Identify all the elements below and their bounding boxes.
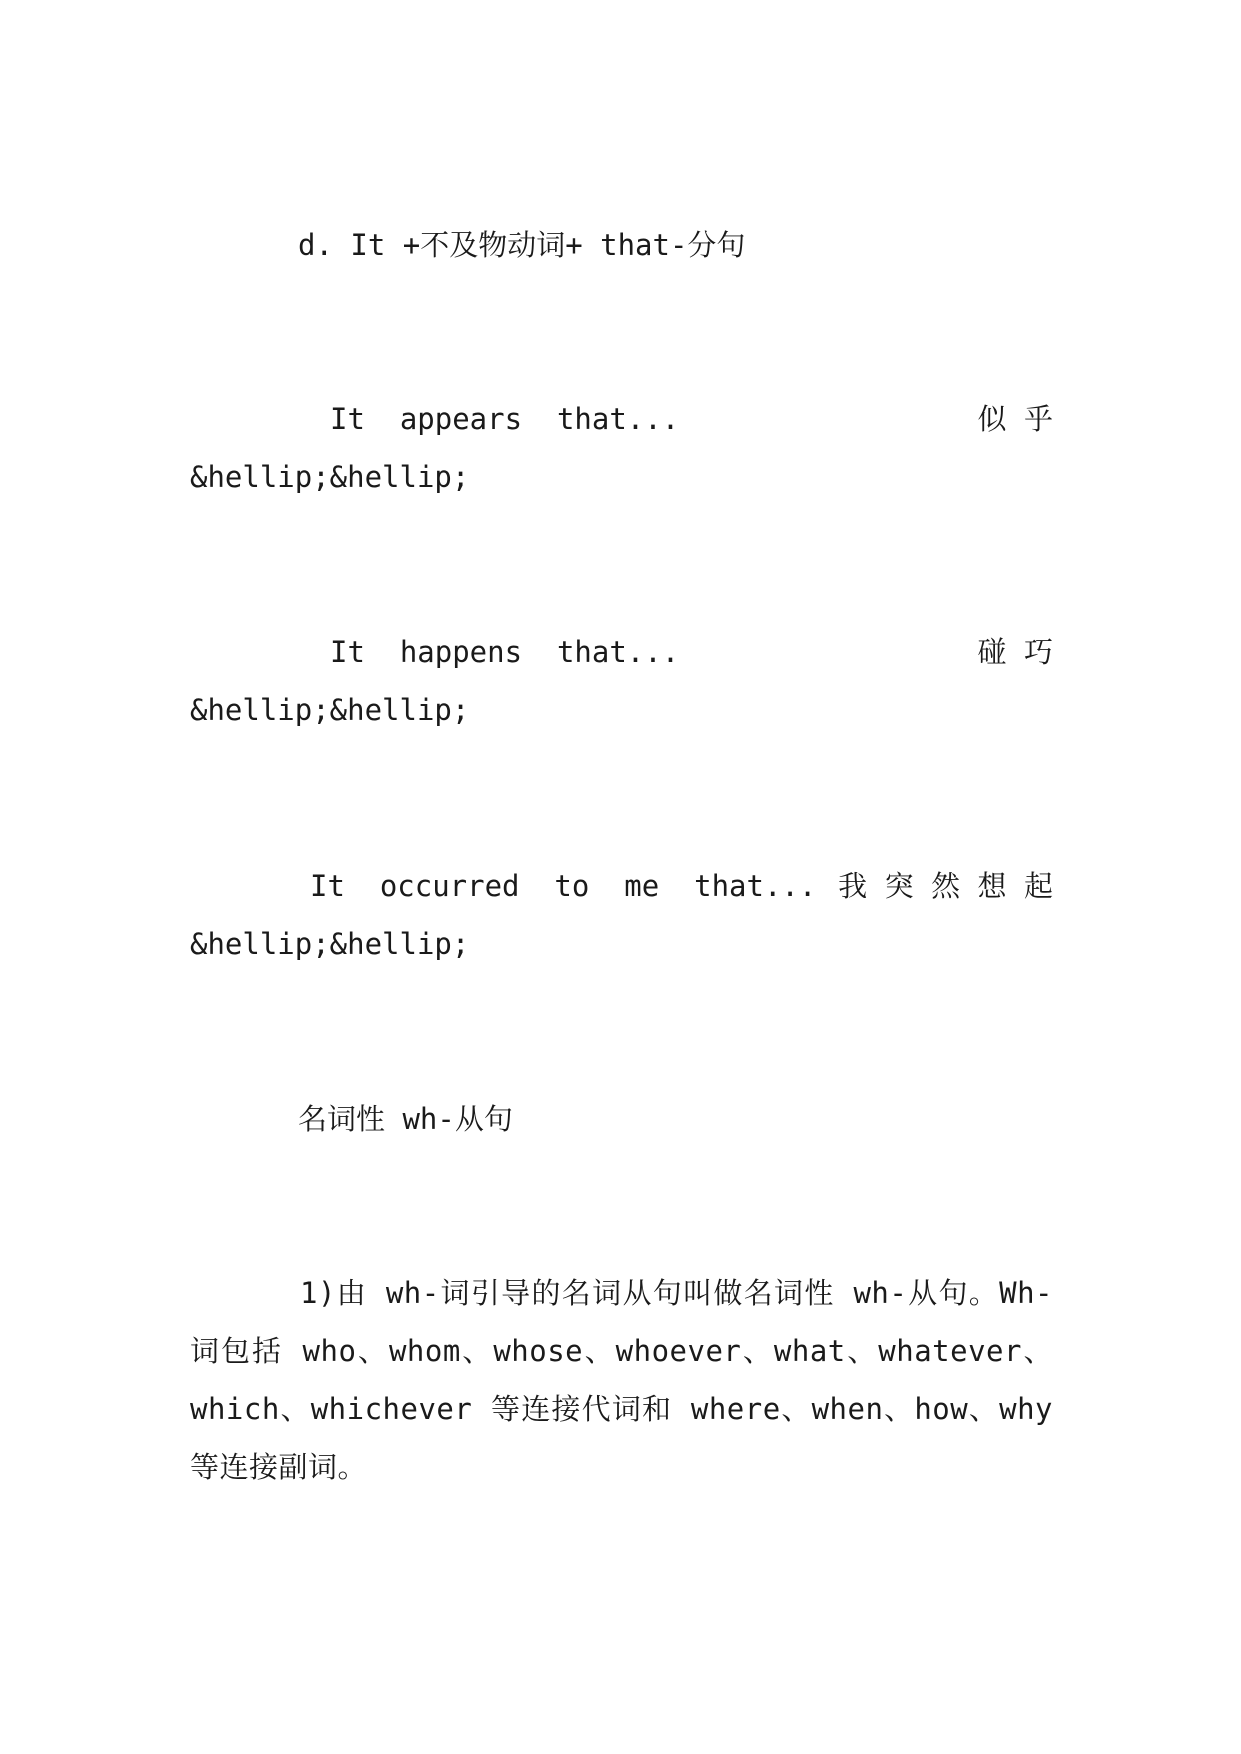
example-english: It appears that... (330, 402, 680, 436)
example-english: It occurred to me that... (310, 869, 817, 903)
example-continuation: &hellip;&hellip; (190, 927, 470, 961)
wh-section-paragraph (190, 1264, 1053, 1496)
example-chinese: 似 乎 (977, 402, 1053, 436)
example-english: It happens that... (330, 635, 680, 669)
example-row (190, 623, 1053, 681)
example-row (190, 857, 1053, 915)
example-continuation: &hellip;&hellip; (190, 460, 470, 494)
section-d-heading: d. It +不及物动词+ that-分句 (298, 228, 746, 262)
example-chinese: 我 突 然 想 起 (838, 869, 1053, 903)
example-continuation: &hellip;&hellip; (190, 693, 470, 727)
paragraph-text: 1)由 wh-词引导的名词从句叫做名词性 wh-从句。Wh-词包括 who、whom、whose、whoever、what、whatever、which、whichever 等连接代词和 where、when、how、why 等连接副词。 (190, 1276, 1053, 1484)
example-row (190, 390, 1053, 448)
example-chinese: 碰 巧 (977, 635, 1053, 669)
wh-section-heading: 名词性 wh-从句 (298, 1102, 513, 1136)
